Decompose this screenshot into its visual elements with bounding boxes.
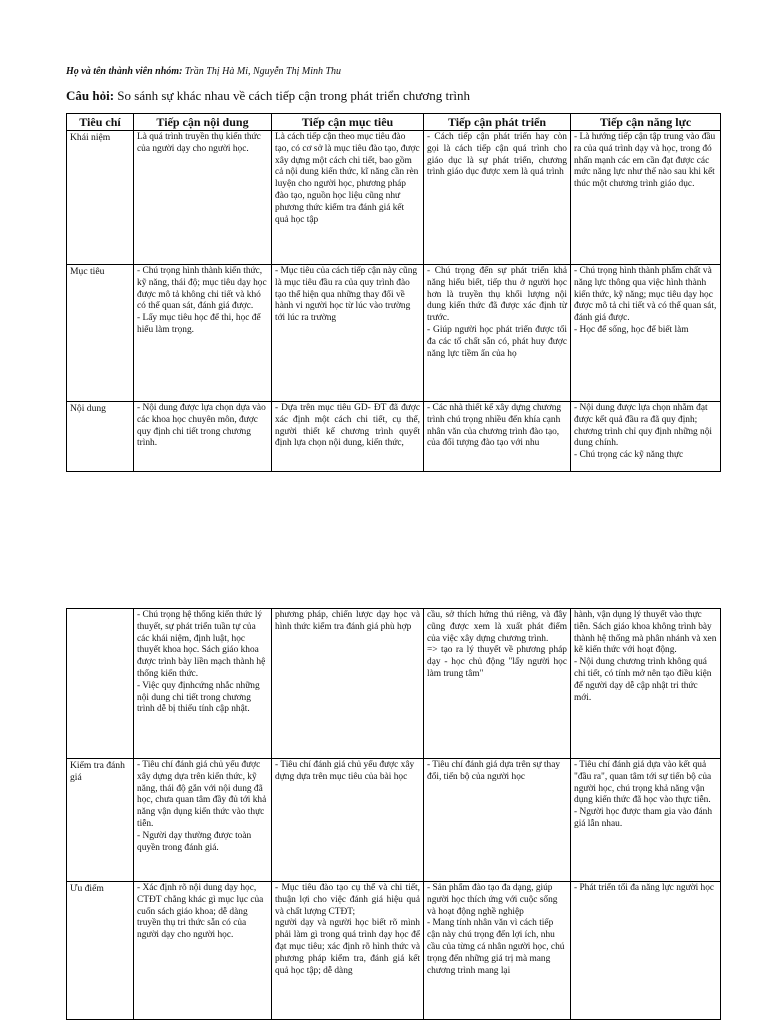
criterion-cell — [67, 609, 134, 759]
table-row — [67, 609, 721, 759]
development-approach-cell: - Chú trọng đến sự phát triển khả năng hiểu biết, tiếp thu ở người học hơn là truyền thụ khối lượng nội dung kiến thức đã được xác định từ trước. - Giúp người học phát triển được tối đa các tố chất sẵn có, phát huy được năng lực tiềm ẩn của họ — [424, 265, 571, 402]
competency-approach-cell: - Là hướng tiếp cận tập trung vào đầu ra của quá trình dạy và học, trong đó nhấn mạnh các em cần đạt được các mức năng lực như thế nào sau khi kết thúc một chương trình giáo dục. — [571, 131, 721, 265]
question-text: So sánh sự khác nhau về cách tiếp cận trong phát triển chương trình — [117, 88, 471, 103]
content-approach-cell: - Xác định rõ nội dung dạy học, CTĐT chẳng khác gì mục lục của cuốn sách giáo khoa; dễ dàng truyền thụ tri thức sẵn có của người dạy cho người học. — [134, 882, 272, 1020]
table-row — [67, 131, 721, 265]
criterion-cell: Mục tiêu — [67, 265, 134, 402]
header-development-approach: Tiếp cận phát triển — [424, 114, 571, 131]
criterion-cell: Kiểm tra đánh giá — [67, 759, 134, 882]
development-approach-cell: - Các nhà thiết kế xây dựng chương trình chú trọng nhiều đến khía cạnh nhân văn của chương trình đào tạo, của đối tượng đào tạo với nhu — [424, 402, 571, 472]
table-row — [67, 265, 721, 402]
table-row — [67, 759, 721, 882]
competency-approach-cell: hành, vận dụng lý thuyết vào thực tiễn. Sách giáo khoa không trình bày thành hệ thống mà phân nhánh và xen kẽ kiến thức với hoạt động. - Nội dung chương trình không quá chi tiết, có tính mở nên tạo điều kiện để người dạy dễ cập nhật tri thức mới. — [571, 609, 721, 759]
objective-approach-cell: phương pháp, chiến lược dạy học và hình thức kiểm tra đánh giá phù hợp — [272, 609, 424, 759]
development-approach-cell: - Cách tiếp cận phát triển hay còn gọi là cách tiếp cận quá trình cho giáo dục là sự phát triển, chương trình giáo dục được xem là quá trình — [424, 131, 571, 265]
criterion-cell: Ưu điểm — [67, 882, 134, 1020]
member-line — [66, 66, 341, 77]
competency-approach-cell: - Tiêu chí đánh giá dựa vào kết quả "đầu ra", quan tâm tới sự tiến bộ của người học, chú trọng khả năng vận dụng kiến thức đã học vào thực tiễn. - Người học được tham gia vào đánh giá lẫn nhau. — [571, 759, 721, 882]
table-row — [67, 402, 721, 472]
header-content-approach: Tiếp cận nội dung — [134, 114, 272, 131]
content-approach-cell: - Chú trọng hệ thống kiến thức lý thuyết, sự phát triển tuần tự của các khái niệm, định luật, học thuyết khoa học. Sách giáo khoa được trình bày liền mạch thành hệ thống kiến thức. - Việc quy địnhcứng nhắc những nội dung chi tiết trong chương trình dễ bị thiếu tính cập nhật. — [134, 609, 272, 759]
objective-approach-cell: - Tiêu chí đánh giá chủ yếu được xây dựng dựa trên mục tiêu của bài học — [272, 759, 424, 882]
development-approach-cell: cầu, sở thích hứng thú riêng, và đây cũng được xem là xuất phát điểm của việc xây dựng chương trình. => tạo ra lý thuyết về phương pháp dạy - học chủ động "lấy người học làm trung tâm" — [424, 609, 571, 759]
header-row — [67, 114, 721, 131]
question-label: Câu hỏi: — [66, 88, 115, 103]
member-names: Trần Thị Hà Mi, Nguyễn Thị Minh Thu — [184, 66, 342, 77]
header-criterion: Tiêu chí — [67, 114, 134, 131]
development-approach-cell: - Tiêu chí đánh giá dựa trên sự thay đổi, tiến bộ của người học — [424, 759, 571, 882]
header-objective-approach: Tiếp cận mục tiêu — [272, 114, 424, 131]
objective-approach-cell: - Mục tiêu đào tạo cụ thể và chi tiết, thuận lợi cho việc đánh giá hiệu quả và chất lượng CTĐT; người dạy và người học biết rõ mình phải làm gì trong quá trình dạy học để đạt mục tiêu; xác định rõ hình thức và phương pháp kiểm tra, đánh giá kết quả học tập; dễ dàng — [272, 882, 424, 1020]
development-approach-cell: - Sản phẩm đào tạo đa dạng, giúp người học thích ứng với cuộc sống và hoạt động nghề nghiệp - Mang tính nhân văn vì cách tiếp cận này chú trọng đến lợi ích, nhu cầu của từng cá nhân người học, chú trọng đến những giá trị mà mang chương trình mang lại — [424, 882, 571, 1020]
content-approach-cell: - Chú trọng hình thành kiến thức, kỹ năng, thái độ; mục tiêu dạy học được mô tả không chi tiết và khó có thể quan sát, đánh giá được. - Lấy mục tiêu học để thi, học để hiểu làm trọng. — [134, 265, 272, 402]
criterion-cell: Nội dung — [67, 402, 134, 472]
content-approach-cell: - Tiêu chí đánh giá chủ yếu được xây dựng dựa trên kiến thức, kỹ năng, thái độ gắn với nội dung đã học, chưa quan tâm đầy đủ tới khả năng vận dụng kiến thức vào thực tiễn. - Người dạy thường được toàn quyền trong đánh giá. — [134, 759, 272, 882]
content-approach-cell: - Nội dung được lựa chọn dựa vào các khoa học chuyên môn, được quy định chi tiết trong chương trình. — [134, 402, 272, 472]
member-label: Họ và tên thành viên nhóm: — [66, 66, 183, 77]
question-line — [66, 88, 470, 104]
competency-approach-cell: - Nội dung được lựa chọn nhằm đạt được kết quả đầu ra đã quy định; chương trình chỉ quy định những nội dung chính. - Chú trọng các kỹ năng thực — [571, 402, 721, 472]
comparison-table-page2 — [66, 608, 721, 1020]
objective-approach-cell: - Mục tiêu của cách tiếp cận này cũng là mục tiêu đầu ra của quy trình đào tạo thể hiện qua những thay đổi về hành vi người học từ lúc vào trường tới lúc ra trường — [272, 265, 424, 402]
table-row — [67, 882, 721, 1020]
objective-approach-cell: - Dựa trên mục tiêu GD- ĐT đã được xác định một cách chi tiết, cụ thể, người thiết kế chương trình quyết định lựa chọn nội dung, kiến thức, — [272, 402, 424, 472]
header-competency-approach: Tiếp cận năng lực — [571, 114, 721, 131]
comparison-table-page1 — [66, 113, 721, 472]
content-approach-cell: Là quá trình truyền thụ kiến thức của người dạy cho người học. — [134, 131, 272, 265]
competency-approach-cell: - Phát triển tối đa năng lực người học — [571, 882, 721, 1020]
objective-approach-cell: Là cách tiếp cận theo mục tiêu đào tạo, có cơ sở là mục tiêu đào tạo, được xây dựng một cách chi tiết, bao gồm cả nội dung kiến thức, kĩ năng cần rèn luyện cho người học, phương pháp đào tạo, nguồn học liệu cũng như phương thức kiểm tra đánh giá kết quả học tập — [272, 131, 424, 265]
criterion-cell: Khái niệm — [67, 131, 134, 265]
competency-approach-cell: - Chú trọng hình thành phẩm chất và năng lực thông qua việc hình thành kiến thức, kỹ năng; mục tiêu dạy học được mô tả chi tiết và có thể quan sát, đánh giá được. - Học để sống, học để biết làm — [571, 265, 721, 402]
